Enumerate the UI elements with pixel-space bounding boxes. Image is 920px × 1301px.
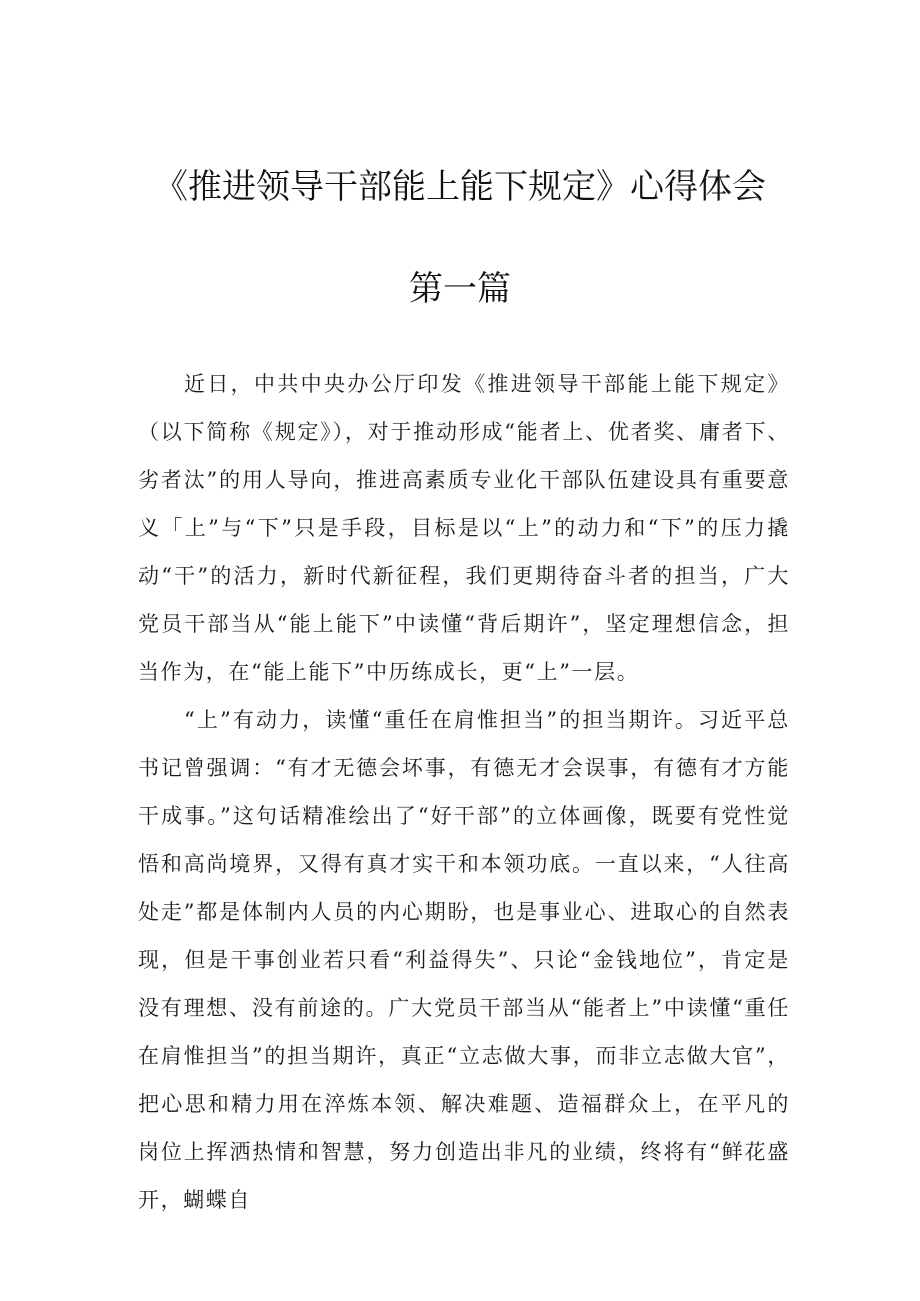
section-title: 第一篇: [409, 269, 511, 309]
document-title: 《推进领导干部能上能下规定》心得体会: [154, 167, 766, 207]
body-paragraph-1: 近日，中共中央办公厅印发《推进领导干部能上能下规定》（以下简称《规定》），对于推动形成“能者上、优者奖、庸者下、劣者汰”的用人导向，推进高素质专业化干部队伍建设具有重要意义「上”与“下”只是手段，目标是以“上”的动力和“下”的压力撬动“干”的活力，新时代新征程，我们更期待奋斗者的担当，广大党员干部当从“能上能下”中读懂“背后期许”，坚定理想信念，担当作为，在“能上能下”中历练成长，更“上”一层。: [138, 372, 790, 684]
document-body: [138, 360, 790, 1224]
body-paragraph-2: “上”有动力，读懂“重任在肩惟担当”的担当期许。习近平总书记曾强调：“有才无德会坏事，有德无才会误事，有德有才方能干成事。”这句话精准绘出了“好干部”的立体画像，既要有党性觉悟和高尚境界，又得有真才实干和本领功底。一直以来，“人往高处走”都是体制内人员的内心期盼，也是事业心、进取心的自然表现，但是干事创业若只看“利益得失”、只论“金钱地位”，肯定是没有理想、没有前途的。广大党员干部当从“能者上”中读懂“重任在肩惟担当”的担当期许，真正“立志做大事，而非立志做大官”，把心思和精力用在淬炼本领、解决难题、造福群众上，在平凡的岗位上挥洒热情和智慧，努力创造出非凡的业绩，终将有“鲜花盛开，蝴蝶自: [138, 708, 790, 1212]
